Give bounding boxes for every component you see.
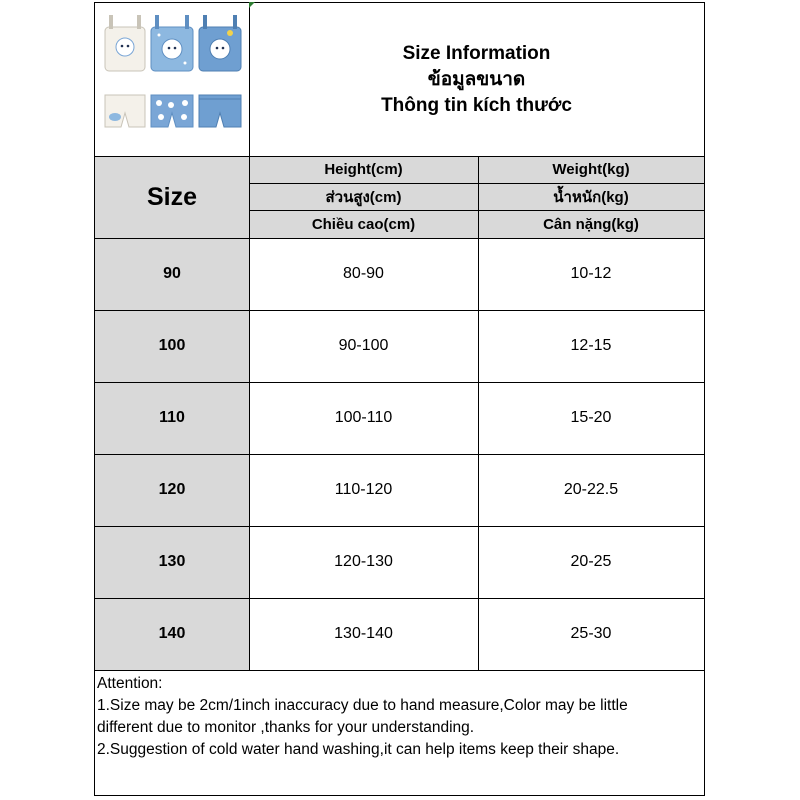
shorts-denim xyxy=(199,95,241,127)
grid-line xyxy=(95,238,704,239)
grid-line xyxy=(249,183,704,184)
weight-cell: 10-12 xyxy=(478,238,704,310)
weight-header-vi: Cân nặng(kg) xyxy=(478,210,704,238)
note-line-2: different due to monitor ,thanks for your understanding. xyxy=(97,719,475,736)
weight-cell: 20-25 xyxy=(478,526,704,598)
title-block xyxy=(249,3,704,156)
height-cell: 130-140 xyxy=(249,598,478,670)
title-vietnamese: Thông tin kích thước xyxy=(381,94,572,116)
weight-cell: 25-30 xyxy=(478,598,704,670)
attention-notes xyxy=(97,673,703,761)
weight-header-en: Weight(kg) xyxy=(478,156,704,183)
height-header-en: Height(cm) xyxy=(249,156,478,183)
size-column-header: Size xyxy=(95,156,249,238)
height-cell: 120-130 xyxy=(249,526,478,598)
grid-line xyxy=(95,382,704,383)
cell-corner-marker xyxy=(249,2,255,8)
shorts-dotted xyxy=(151,95,193,127)
grid-line xyxy=(478,156,479,670)
title-english: Size Information xyxy=(402,42,551,64)
grid-line xyxy=(95,670,704,671)
grid-line xyxy=(249,3,250,670)
height-header-th: ส่วนสูง(cm) xyxy=(249,183,478,210)
title-thai: ข้อมูลขนาด xyxy=(427,68,526,90)
notes-heading: Attention: xyxy=(97,675,163,692)
shorts-white xyxy=(105,95,145,127)
top-white xyxy=(105,15,145,71)
size-cell: 90 xyxy=(95,238,249,310)
size-cell: 120 xyxy=(95,454,249,526)
grid-line xyxy=(249,210,704,211)
product-photo xyxy=(97,5,247,155)
top-blue xyxy=(151,15,193,71)
height-cell: 110-120 xyxy=(249,454,478,526)
weight-header-th: น้ำหนัก(kg) xyxy=(478,183,704,210)
height-cell: 80-90 xyxy=(249,238,478,310)
top-denim xyxy=(199,15,241,71)
product-image-cell xyxy=(95,3,249,156)
weight-cell: 15-20 xyxy=(478,382,704,454)
grid-line xyxy=(95,598,704,599)
height-cell: 100-110 xyxy=(249,382,478,454)
grid-line xyxy=(95,454,704,455)
note-line-1: 1.Size may be 2cm/1inch inaccuracy due to hand measure,Color may be little xyxy=(97,697,628,714)
grid-line xyxy=(95,156,704,157)
size-cell: 130 xyxy=(95,526,249,598)
grid-line xyxy=(95,526,704,527)
weight-cell: 12-15 xyxy=(478,310,704,382)
height-header-vi: Chiều cao(cm) xyxy=(249,210,478,238)
height-cell: 90-100 xyxy=(249,310,478,382)
size-cell: 140 xyxy=(95,598,249,670)
weight-cell: 20-22.5 xyxy=(478,454,704,526)
size-chart xyxy=(94,2,705,796)
note-line-3: 2.Suggestion of cold water hand washing,it can help items keep their shape. xyxy=(97,741,620,758)
size-cell: 110 xyxy=(95,382,249,454)
size-cell: 100 xyxy=(95,310,249,382)
grid-line xyxy=(95,310,704,311)
